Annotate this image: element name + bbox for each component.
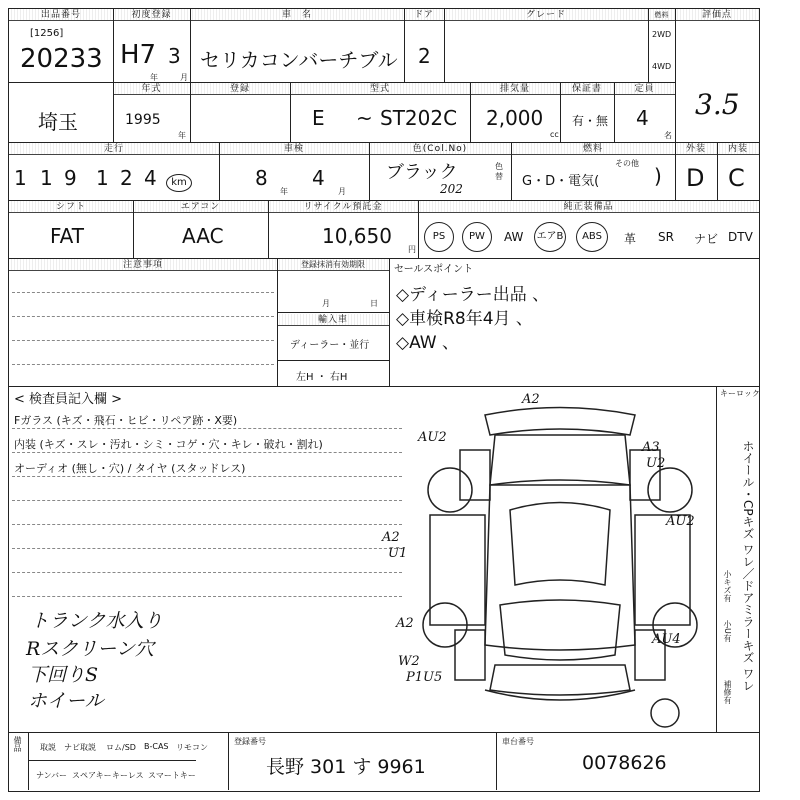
label-inspector: < 検査員記入欄 > (14, 392, 123, 407)
fuel-other: その他 (615, 159, 639, 168)
label-equipment: 純正装備品 (418, 201, 759, 213)
mark-front-left: AU2 (418, 430, 447, 445)
plate-number: 長野 301 す 9961 (266, 756, 426, 778)
warranty: 有・無 (572, 114, 609, 128)
hand-note-4: ホイール (28, 690, 104, 712)
label-import: 輸入車 (277, 314, 389, 326)
hand-note-1: トランク水入り (30, 610, 163, 632)
mark-hood: A2 (522, 392, 540, 407)
recycle-fee: 10,650 (322, 224, 392, 248)
region: 埼玉 (38, 110, 78, 134)
label-keylock: キーロック (720, 389, 760, 398)
inspector-line-audio: オーディオ (無し・穴) / タイヤ (スタッドレス) (14, 462, 246, 475)
bottom-label-manual: 取説 (40, 743, 56, 752)
equip-abs: ABS (576, 222, 608, 252)
capacity-unit: 名 (664, 131, 672, 140)
side-note-small-u: 小U有 (723, 620, 732, 642)
mark-right-door: AU2 (666, 514, 695, 529)
sales-point-3: ◇AW 、 (396, 333, 459, 353)
month-unit: 月 (180, 73, 188, 82)
label-inspection: 車検 (219, 143, 369, 155)
aircon-type: AAC (182, 224, 224, 248)
label-fuel-drive: 燃料 (648, 9, 675, 21)
import-type: ディーラー・並行 (290, 340, 370, 351)
mark-rear-bumper-2: P1U5 (406, 670, 443, 685)
inspection-year-unit: 年 (280, 187, 288, 196)
mileage-digit-1: 1 (40, 166, 53, 190)
mileage-digit-3: 1 (96, 166, 109, 190)
model-type: E (312, 106, 325, 130)
label-sales-points: セールスポイント (394, 264, 474, 275)
fuel-close: ) (654, 164, 662, 188)
auction-sheet: 出品番号 初度登録 車 名 ドア グレード 燃料 評価点 [1256] 20233 H7 3 年 月 セリカコンバーチブル 2 2WD 4WD 3.5 年式 登録 型式 排気量 保証書 定員 埼玉 1995 年 E ~ ST202C 2,000 cc 有・無 4 名 走行 車検 色(Col.No) 燃料 外装 内装 1 1 9 1 2 4 km 8 年 4 月 ブラック 202 色替 G・D・電気( その他 ) D C シフト エアコン リサイクル預託金 純正装備品 FAT AAC 10,650 円 PS PW AW エアB ABS 革 SR ナビ DTV 注意事項 登録抹消有効期限 セールスポイント 月 日 輸入車 ディーラー・並行 左H ・ 右H ◇ディーラー出品 、 ◇車検R8年4月 、 ◇AW 、 < 検査員記入欄 > Fガラス (キズ・飛石・ヒビ・リペア跡・X要) 内装 (キズ・スレ・汚れ・シミ・コゲ・穴・キレ・破れ・割れ) オーディオ (無し・穴) / タイヤ (スタッドレス) トランク水入り Rスクリーン穴 下回りS ホイール A2 AU2 A3 U2 AU2 A2 U1 A2 AU4 W2 P1U5 キーロック ホイール・CPキズ ワレ／ドアミラーキズ ワレ 小キズ有 小U有 補修有 備品 取説 ナビ取説 ロム/SD B-CAS リモコン ナンバー スペアキー キーレス スマートキー 登録番号 長野 301 す 9961 車台番号 0078626 (0, 0, 800, 800)
label-grade: グレード (444, 9, 648, 21)
label-fuel-type: 燃料 (511, 143, 675, 155)
bottom-label-spare-key: スペアキー (72, 771, 112, 780)
label-model-year: 年式 (113, 83, 190, 95)
equip-navi: ナビ (694, 232, 719, 246)
sales-point-1: ◇ディーラー出品 、 (396, 285, 550, 305)
mileage-unit: km (166, 174, 192, 192)
inspection-month: 4 (312, 166, 325, 190)
mileage-digit-0: 1 (14, 166, 37, 190)
color-change-marker: 色替 (495, 162, 503, 181)
label-displacement: 排気量 (470, 83, 560, 95)
equip-pw: PW (462, 222, 492, 252)
inspector-line-interior: 内装 (キズ・スレ・汚れ・シミ・コゲ・穴・キレ・破れ・割れ) (14, 438, 323, 451)
label-mileage: 走行 (9, 143, 219, 155)
label-notes: 注意事項 (9, 259, 277, 271)
capacity: 4 (636, 106, 649, 130)
car-diagram (400, 395, 720, 740)
mileage-digit-2: 9 (64, 166, 77, 190)
color-code: 202 (440, 182, 463, 196)
bottom-label-bcas: B-CAS (144, 742, 169, 751)
mark-front-right-2: U2 (646, 456, 666, 471)
color-name: ブラック (386, 162, 458, 183)
mark-front-right: A3 (642, 440, 660, 455)
label-rating: 評価点 (675, 9, 759, 21)
bottom-label-remote: リモコン (176, 743, 208, 752)
label-door: ドア (404, 9, 444, 21)
lot-number: 20233 (20, 44, 103, 74)
label-car-name: 車 名 (190, 9, 404, 21)
drive-4wd: 4WD (652, 62, 672, 71)
side-note-small-scratch: 小キズ有 (723, 570, 732, 602)
label-lot-no: 出品番号 (9, 9, 113, 21)
label-model-code: 型式 (290, 83, 470, 95)
hand-note-2: Rスクリーン穴 (26, 638, 154, 660)
mark-rear-left: A2 (396, 616, 414, 631)
model-year-unit: 年 (178, 131, 186, 140)
bottom-label-smartkey: スマートキー (148, 771, 196, 780)
label-shift: シフト (9, 201, 133, 213)
reg-month-label: 月 (322, 299, 330, 308)
bottom-label-rom: ロム/SD (106, 743, 136, 752)
yen-unit: 円 (408, 245, 416, 254)
label-chassis: 車台番号 (502, 737, 534, 746)
doors: 2 (418, 44, 431, 68)
drive-2wd: 2WD (652, 30, 672, 39)
label-interior: 内装 (717, 143, 759, 155)
inspector-line-glass: Fガラス (キズ・飛石・ヒビ・リペア跡・X要) (14, 414, 238, 427)
label-aircon: エアコン (133, 201, 268, 213)
bottom-label-navi-manual: ナビ取説 (64, 743, 96, 752)
model-code: ST202C (380, 106, 458, 130)
exterior-grade: D (686, 164, 705, 192)
reg-day-label: 日 (370, 299, 378, 308)
shift-type: FAT (50, 224, 85, 248)
label-warranty: 保証書 (560, 83, 614, 95)
car-name: セリカコンバーチブル (200, 48, 398, 72)
displacement: 2,000 (486, 106, 544, 130)
fuel-options: G・D・電気( (522, 174, 600, 189)
label-recycle: リサイクル預託金 (268, 201, 418, 213)
first-reg-month: 3 (168, 44, 181, 68)
interior-grade: C (728, 164, 745, 192)
equip-airbag: エアB (534, 222, 566, 252)
label-capacity: 定員 (614, 83, 675, 95)
cc-unit: cc (550, 130, 559, 139)
label-color: 色(Col.No) (369, 143, 511, 155)
mark-left-door: A2 (382, 530, 400, 545)
mark-left-door-2: U1 (388, 546, 408, 561)
mark-rear-bumper: W2 (398, 654, 420, 669)
lot-prefix: [1256] (30, 28, 64, 39)
label-reg-certificate: 登録抹消有効期限 (277, 259, 389, 271)
label-exterior: 外装 (675, 143, 717, 155)
rating-handwritten: 3.5 (695, 88, 740, 121)
side-note: ホイール・CPキズ ワレ／ドアミラーキズ ワレ (741, 440, 755, 692)
year-unit: 年 (150, 73, 158, 82)
mileage-digit-5: 4 (144, 166, 157, 190)
sales-point-2: ◇車検R8年4月 、 (396, 309, 533, 329)
label-reg-type: 登録 (190, 83, 290, 95)
equip-ps: PS (424, 222, 454, 252)
bottom-label-keyless: キーレス (112, 771, 144, 780)
inspection-year: 8 (255, 166, 268, 190)
hand-note-3: 下回りS (28, 664, 99, 686)
first-reg-era: H7 (120, 40, 157, 70)
mark-rear-right: AU4 (652, 632, 681, 647)
label-first-reg: 初度登録 (113, 9, 190, 21)
mileage-digit-4: 2 (120, 166, 133, 190)
handle-side: 左H ・ 右H (296, 372, 348, 383)
label-plate: 登録番号 (234, 737, 266, 746)
equip-leather: 革 (624, 232, 637, 246)
bottom-label-number: ナンバー (36, 771, 68, 780)
side-note-repair: 補修有 (723, 680, 732, 704)
equip-dtv: DTV (728, 230, 753, 244)
inspection-month-unit: 月 (338, 187, 346, 196)
chassis-number: 0078626 (582, 752, 667, 774)
equip-sr: SR (658, 230, 674, 244)
equip-aw: AW (504, 230, 524, 244)
model-year: 1995 (125, 112, 161, 128)
